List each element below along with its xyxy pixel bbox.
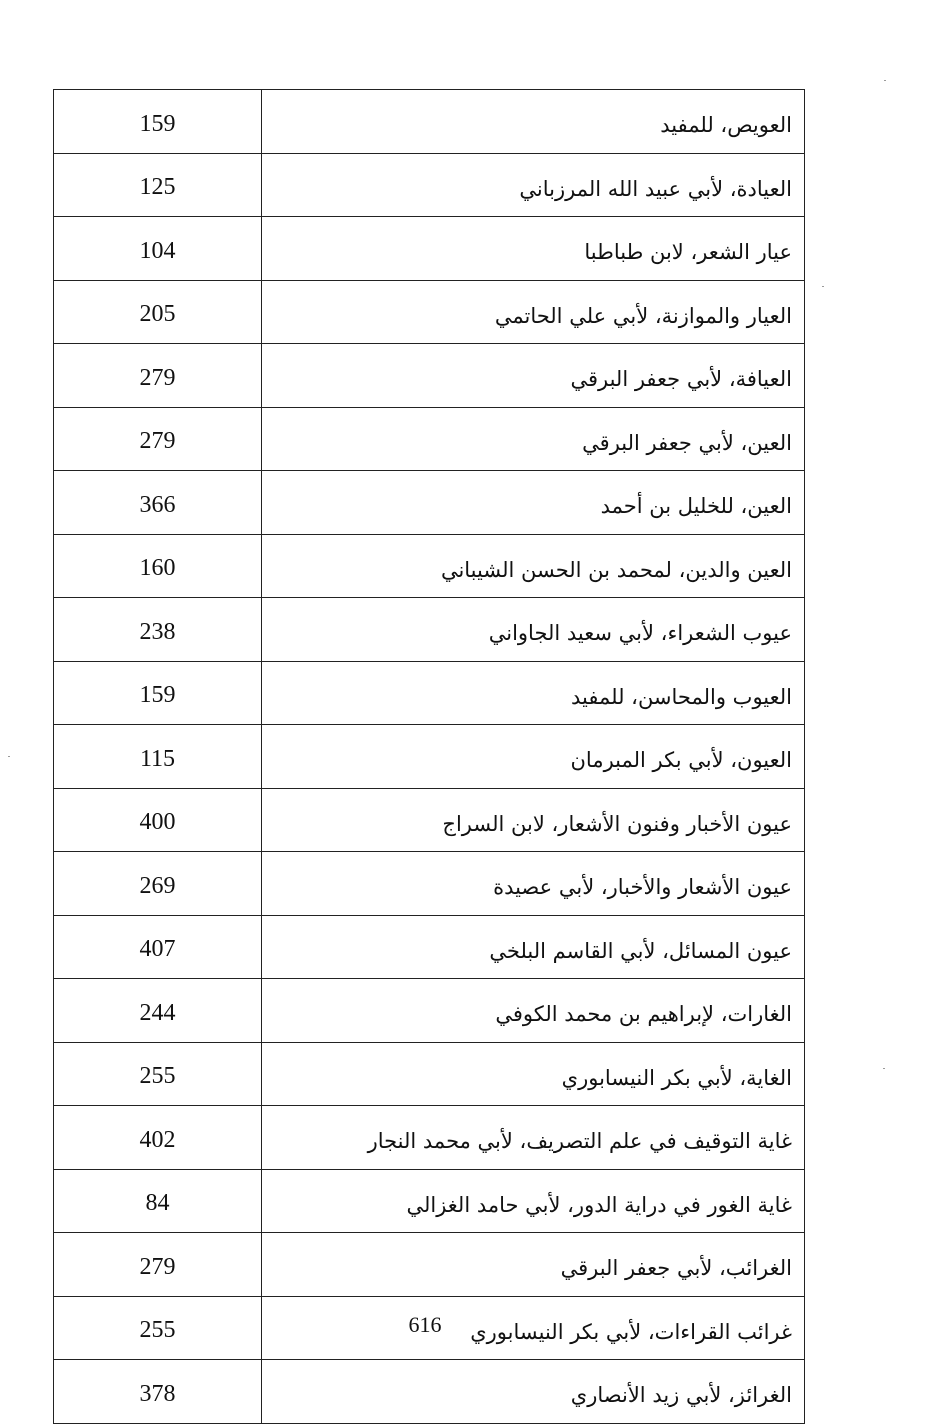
book-title: الغرائز، لأبي زيد الأنصاري [262, 1360, 805, 1424]
page-reference: 104 [54, 217, 262, 281]
book-title: العين والدين، لمحمد بن الحسن الشيباني [262, 534, 805, 598]
index-row [54, 661, 805, 725]
index-row [54, 153, 805, 217]
scan-speck [822, 286, 824, 287]
page-reference: 255 [54, 1296, 262, 1360]
index-row [54, 598, 805, 662]
book-title: عيار الشعر، لابن طباطبا [262, 217, 805, 281]
page-reference: 279 [54, 407, 262, 471]
page-reference: 159 [54, 90, 262, 154]
page-reference: 244 [54, 979, 262, 1043]
page-reference: 159 [54, 661, 262, 725]
book-title: الغارات، لإبراهيم بن محمد الكوفي [262, 979, 805, 1043]
index-row [54, 1360, 805, 1424]
scan-speck [8, 756, 10, 757]
page-reference: 378 [54, 1360, 262, 1424]
index-row [54, 1233, 805, 1297]
index-row [54, 90, 805, 154]
book-title: العيون، لأبي بكر المبرمان [262, 725, 805, 789]
index-row [54, 979, 805, 1043]
book-title: العين، للخليل بن أحمد [262, 471, 805, 535]
page-reference: 366 [54, 471, 262, 535]
index-row [54, 852, 805, 916]
book-title: غاية التوقيف في علم التصريف، لأبي محمد النجار [262, 1106, 805, 1170]
scan-speck [884, 80, 886, 81]
index-row [54, 407, 805, 471]
book-title: عيون الأشعار والأخبار، لأبي عصيدة [262, 852, 805, 916]
index-row [54, 1106, 805, 1170]
page-reference: 279 [54, 344, 262, 408]
index-row [54, 915, 805, 979]
scan-speck [883, 1068, 885, 1069]
page-reference: 84 [54, 1169, 262, 1233]
index-row [54, 344, 805, 408]
page-reference: 400 [54, 788, 262, 852]
page-reference: 238 [54, 598, 262, 662]
index-table [53, 89, 805, 1424]
book-title: عيون المسائل، لأبي القاسم البلخي [262, 915, 805, 979]
page-number: 616 [408, 1312, 442, 1337]
book-title: عيون الأخبار وفنون الأشعار، لابن السراج [262, 788, 805, 852]
book-title: العيافة، لأبي جعفر البرقي [262, 344, 805, 408]
index-row [54, 788, 805, 852]
index-row [54, 217, 805, 281]
book-title: العيادة، لأبي عبيد الله المرزباني [262, 153, 805, 217]
page-reference: 407 [54, 915, 262, 979]
book-title: الغاية، لأبي بكر النيسابوري [262, 1042, 805, 1106]
book-title: العيوب والمحاسن، للمفيد [262, 661, 805, 725]
index-row [54, 725, 805, 789]
index-table-body [54, 90, 805, 1424]
index-row [54, 1169, 805, 1233]
page-reference: 279 [54, 1233, 262, 1297]
page-reference: 115 [54, 725, 262, 789]
index-row [54, 471, 805, 535]
book-title: الغرائب، لأبي جعفر البرقي [262, 1233, 805, 1297]
book-title: العويص، للمفيد [262, 90, 805, 154]
index-row [54, 280, 805, 344]
book-title: العين، لأبي جعفر البرقي [262, 407, 805, 471]
index-row [54, 1042, 805, 1106]
page-reference: 125 [54, 153, 262, 217]
page-reference: 160 [54, 534, 262, 598]
book-title: غرائب القراءات، لأبي بكر النيسابوري [262, 1296, 805, 1360]
book-title: غاية الغور في دراية الدور، لأبي حامد الغزالي [262, 1169, 805, 1233]
page-reference: 402 [54, 1106, 262, 1170]
book-title: عيوب الشعراء، لأبي سعيد الجاواني [262, 598, 805, 662]
index-row [54, 534, 805, 598]
page-reference: 205 [54, 280, 262, 344]
book-title: العيار والموازنة، لأبي علي الحاتمي [262, 280, 805, 344]
page-reference: 255 [54, 1042, 262, 1106]
page-reference: 269 [54, 852, 262, 916]
